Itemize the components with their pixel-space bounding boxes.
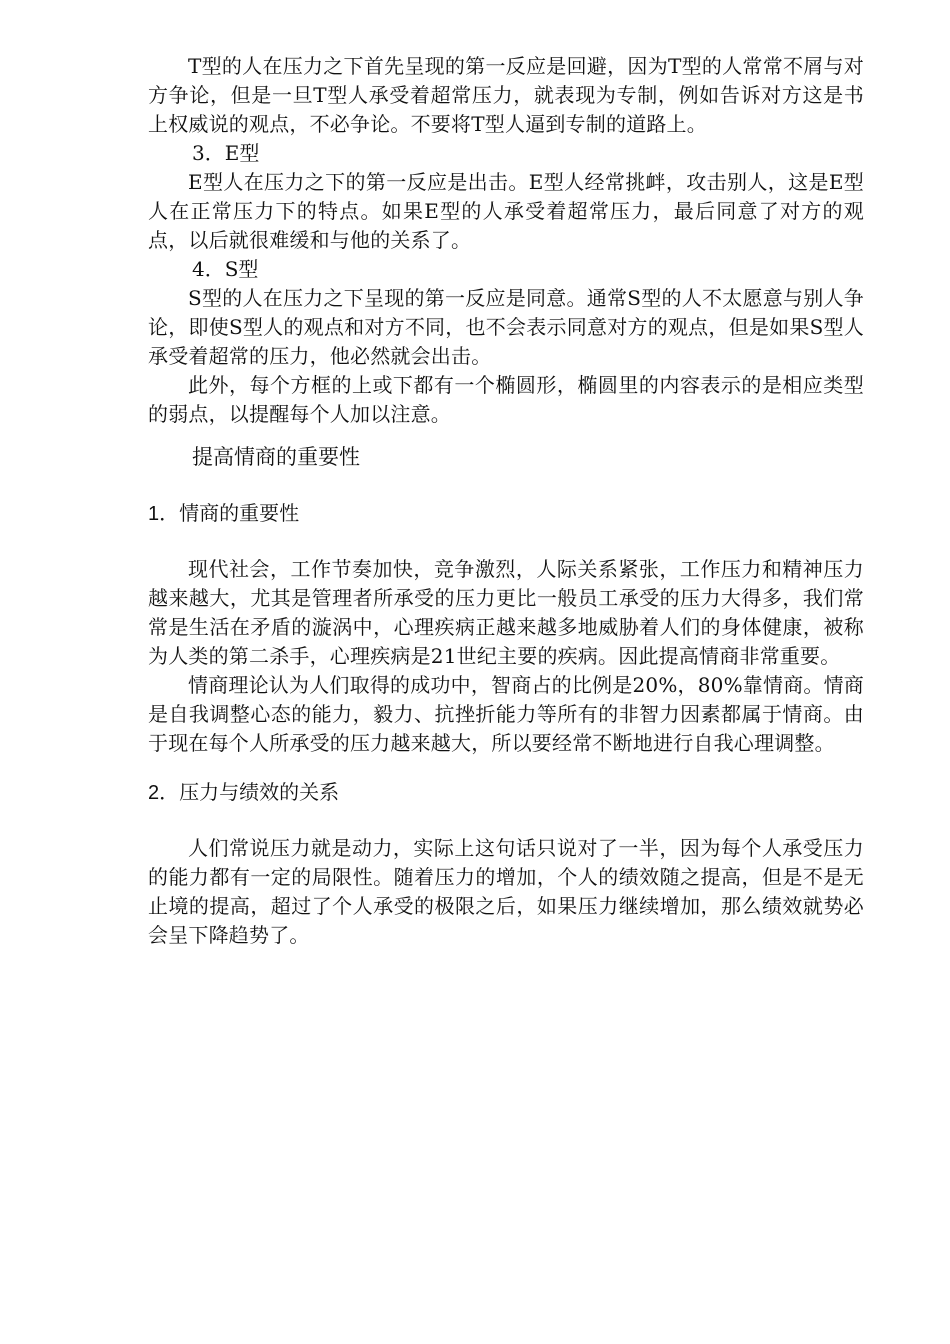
item-s-type-label: 4．S型 [192, 257, 259, 281]
item-e-type-label: 3．E型 [192, 141, 260, 165]
paragraph-eq-theory: 情商理论认为人们取得的成功中，智商占的比例是20%，80%靠情商。情商是自我调整心态的能力，毅力、抗挫折能力等所有的非智力因素都属于情商。由于现在每个人所承受的压力越来越大，所以要经常不断地进行自我心理调整。 [148, 673, 864, 755]
paragraph-pressure-motivation: 人们常说压力就是动力，实际上这句话只说对了一半，因为每个人承受压力的能力都有一定的局限性。随着压力的增加，个人的绩效随之提高，但是不是无止境的提高，超过了个人承受的极限之后，如果压力继续增加，那么绩效就势必会呈下降趋势了。 [148, 836, 864, 947]
paragraph-modern-society: 现代社会，工作节奏加快，竞争激烈，人际关系紧张，工作压力和精神压力越来越大，尤其是管理者所承受的压力更比一般员工承受的压力大得多，我们常常是生活在矛盾的漩涡中，心理疾病正越来越多地威胁着人们的身体健康，被称为人类的第二杀手，心理疾病是21世纪主要的疾病。因此提高情商非常重要。 [148, 557, 864, 668]
document-page [148, 52, 864, 950]
section-title: 提高情商的重要性 [192, 446, 360, 469]
subsection-title-pressure-performance: 2．压力与绩效的关系 [148, 782, 340, 804]
paragraph-t-type: T型的人在压力之下首先呈现的第一反应是回避，因为T型的人常常不屑与对方争论，但是一旦T型人承受着超常压力，就表现为专制，例如告诉对方这是书上权威说的观点，不必争论。不要将T型人逼到专制的道路上。 [148, 54, 864, 136]
subsection-title-eq-importance: 1．情商的重要性 [148, 503, 300, 525]
paragraph-s-type: S型的人在压力之下呈现的第一反应是同意。通常S型的人不太愿意与别人争论，即使S型人的观点和对方不同，也不会表示同意对方的观点，但是如果S型人承受着超常的压力，他必然就会出击。 [148, 286, 864, 368]
paragraph-ellipse-note: 此外，每个方框的上或下都有一个椭圆形，椭圆里的内容表示的是相应类型的弱点，以提醒每个人加以注意。 [148, 373, 864, 426]
paragraph-e-type: E型人在压力之下的第一反应是出击。E型人经常挑衅，攻击别人，这是E型人在正常压力下的特点。如果E型的人承受着超常压力，最后同意了对方的观点，以后就很难缓和与他的关系了。 [148, 170, 864, 252]
